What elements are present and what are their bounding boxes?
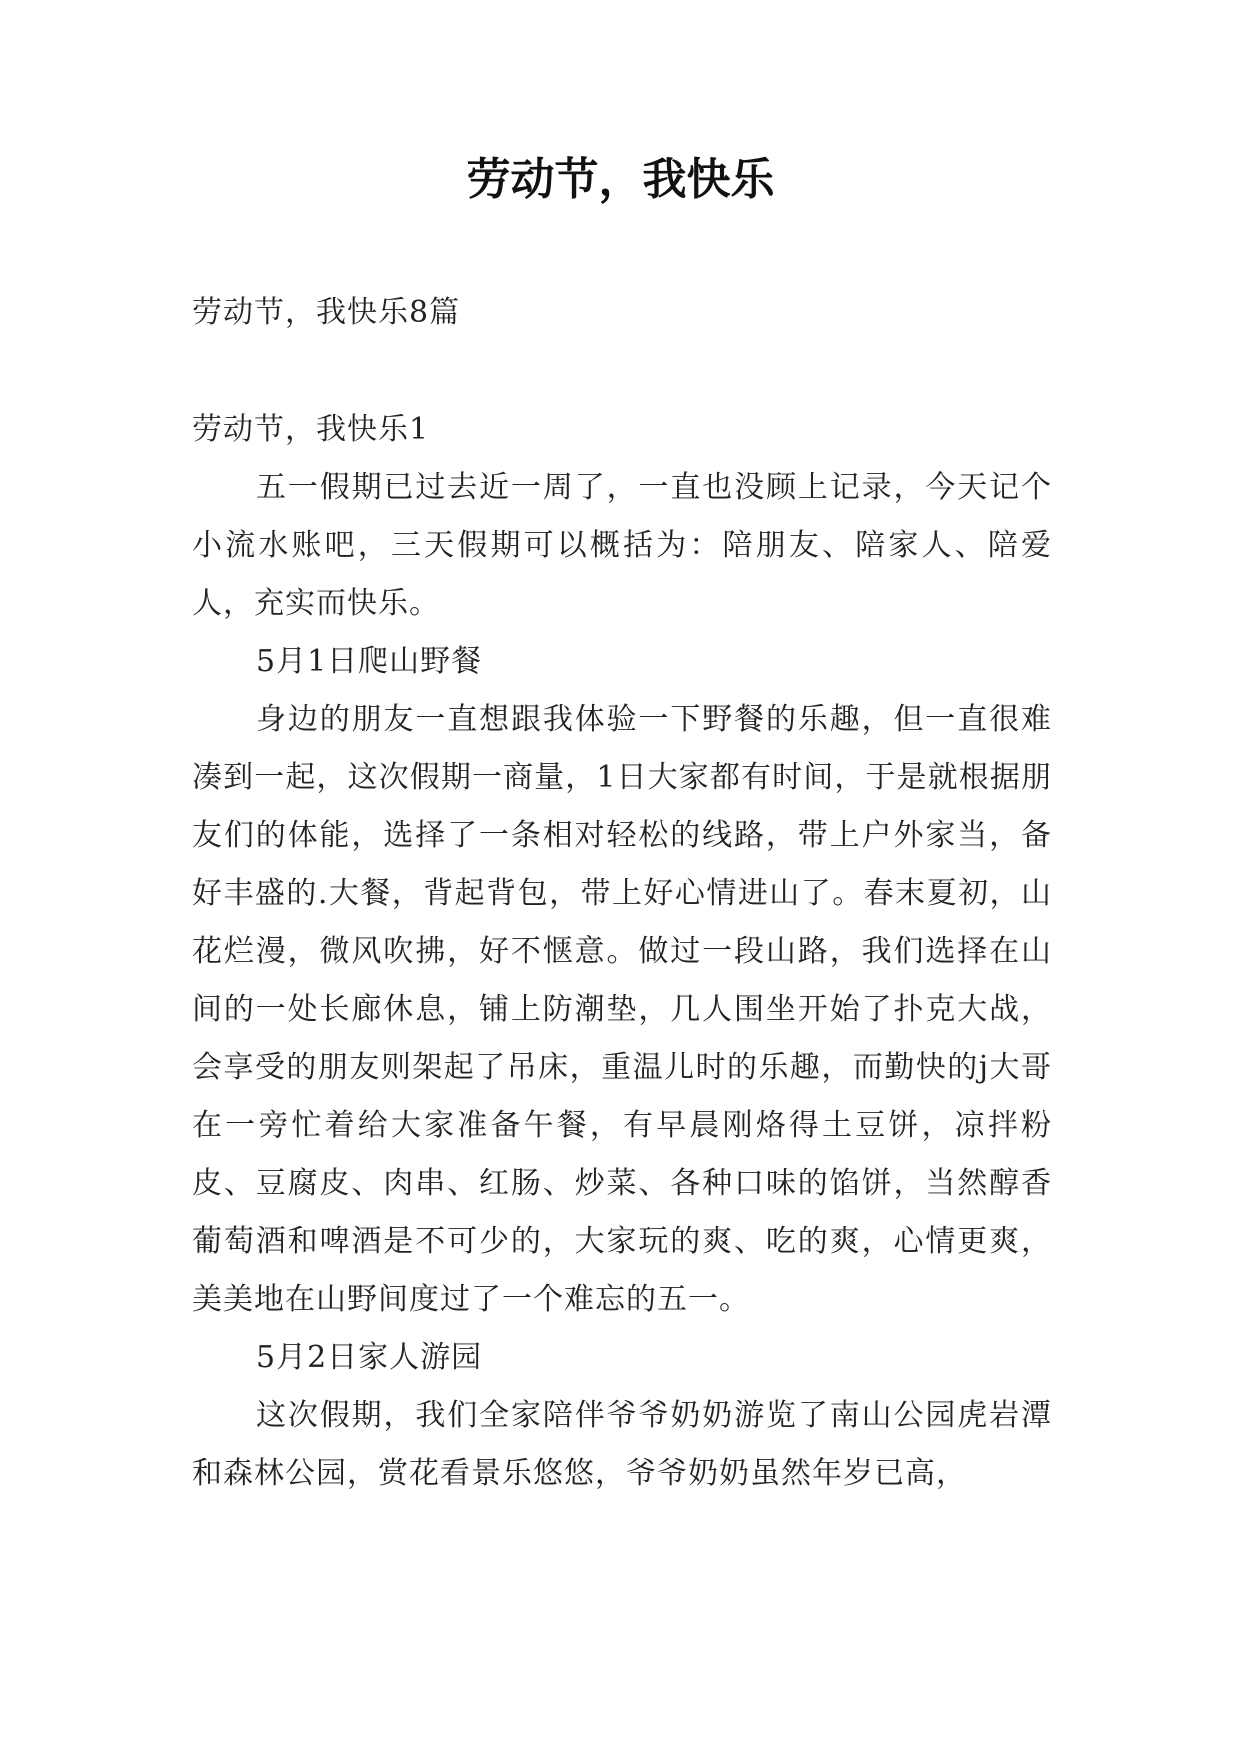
essay-heading: 劳动节，我快乐1 (192, 412, 430, 447)
document-title: 劳动节，我快乐 (466, 154, 775, 205)
paragraph-intro: 五一假期已过去近一周了，一直也没顾上记录，今天记个小流水账吧，三天假期可以概括为：陪朋友、陪家人、陪爱人，充实而快乐。 (192, 470, 1052, 621)
section-heading-may-2: 5月2日家人游园 (256, 1340, 483, 1375)
paragraph-picnic: 身边的朋友一直想跟我体验一下野餐的乐趣，但一直很难凑到一起，这次假期一商量，1日大家都有时间，于是就根据朋友们的体能，选择了一条相对轻松的线路，带上户外家当，备好丰盛的.大餐，背起背包，带上好心情进山了。春末夏初，山花烂漫，微风吹拂，好不惬意。做过一段山路，我们选择在山间的一处长廊休息，铺上防潮垫，几人围坐开始了扑克大战，会享受的朋友则架起了吊床，重温儿时的乐趣，而勤快的j大哥在一旁忙着给大家准备午餐，有早晨刚烙得土豆饼，凉拌粉皮、豆腐皮、肉串、红肠、炒菜、各种口味的馅饼，当然醇香葡萄酒和啤酒是不可少的，大家玩的爽、吃的爽，心情更爽，美美地在山野间度过了一个难忘的五一。 (192, 702, 1052, 1317)
paragraph-park: 这次假期，我们全家陪伴爷爷奶奶游览了南山公园虎岩潭和森林公园，赏花看景乐悠悠，爷爷奶奶虽然年岁已高， (192, 1398, 1052, 1491)
section-heading-may-1: 5月1日爬山野餐 (256, 644, 483, 679)
collection-line: 劳动节，我快乐8篇 (192, 295, 461, 330)
document-body (192, 284, 1052, 1503)
